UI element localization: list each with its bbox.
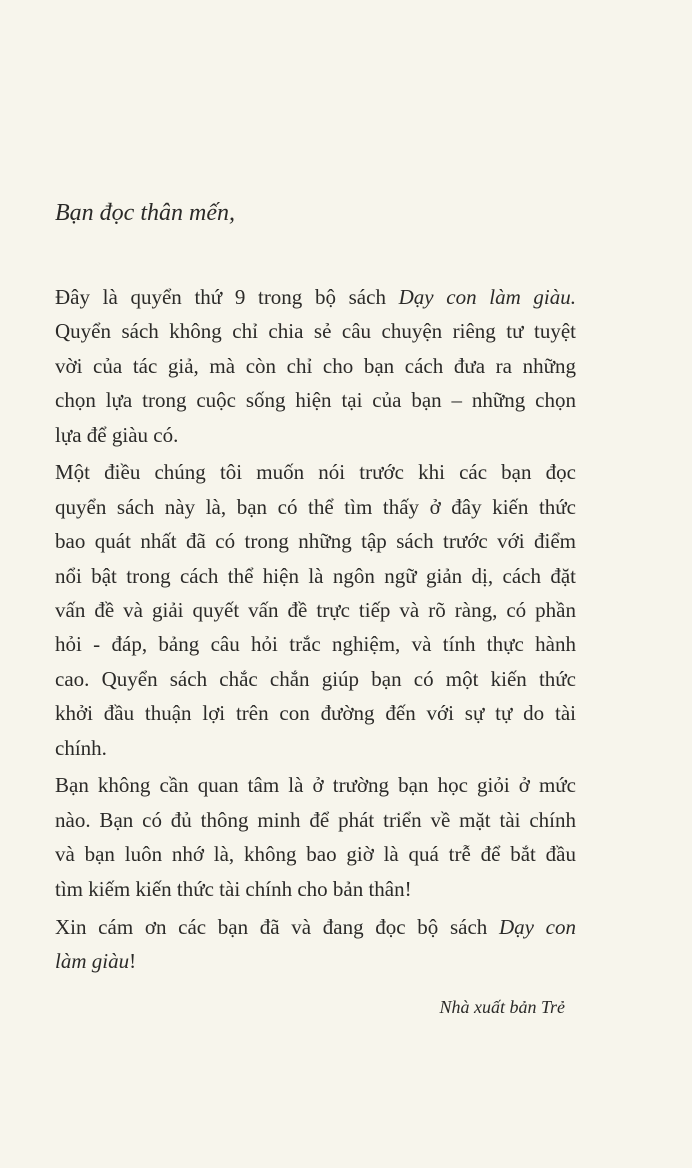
text-line: Bạn không cần quan tâm là ở trường bạn học giỏi ở mức: [55, 773, 576, 798]
paragraph-3: [55, 768, 576, 906]
text-line: vấn đề và giải quyết vấn đề trực tiếp và rõ ràng, có phần: [55, 598, 576, 623]
publisher-signature: Nhà xuất bản Trẻ: [439, 997, 565, 1017]
text-line: và bạn luôn nhớ là, không bao giờ là quá trễ để bắt đầu: [55, 842, 576, 867]
book-title: làm giàu: [55, 948, 130, 973]
greeting: Bạn đọc thân mến,: [55, 200, 235, 226]
text-line: quyển sách này là, bạn có thể tìm thấy ở đây kiến thức: [55, 494, 576, 519]
text-run: !: [129, 948, 137, 973]
text-line: [55, 944, 576, 978]
letter-body: [55, 280, 576, 982]
text-line: Quyển sách không chỉ chia sẻ câu chuyện riêng tư tuyệt: [55, 319, 576, 344]
text-line: nổi bật trong cách thể hiện là ngôn ngữ giản dị, cách đặt: [55, 563, 576, 588]
text-line: [55, 280, 576, 314]
paragraph-4: [55, 910, 576, 979]
text-line: nào. Bạn có đủ thông minh để phát triển về mặt tài chính: [55, 807, 576, 832]
text-line: Một điều chúng tôi muốn nói trước khi các bạn đọc: [55, 460, 576, 485]
text-line: hỏi - đáp, bảng câu hỏi trắc nghiệm, và tính thực hành: [55, 632, 576, 657]
text-run: Xin cám ơn các bạn đã và đang đọc bộ sách: [55, 914, 499, 939]
paragraph-1: [55, 280, 576, 452]
text-line: cao. Quyển sách chắc chắn giúp bạn có một kiến thức: [55, 666, 576, 691]
text-line: chọn lựa trong cuộc sống hiện tại của bạn – những chọn: [55, 388, 576, 413]
text-run: Đây là quyển thứ 9 trong bộ sách: [55, 285, 399, 309]
text-line: khởi đầu thuận lợi trên con đường đến với sự tự do tài: [55, 701, 576, 726]
text-line: tìm kiếm kiến thức tài chính cho bản thân!: [55, 876, 412, 901]
text-line: chính.: [55, 735, 107, 760]
text-line: bao quát nhất đã có trong những tập sách trước với điểm: [55, 529, 576, 554]
paragraph-2: [55, 455, 576, 765]
text-line: vời của tác giả, mà còn chỉ cho bạn cách đưa ra những: [55, 353, 576, 378]
book-title: Dạy con: [499, 914, 576, 939]
text-line: lựa để giàu có.: [55, 422, 179, 447]
book-title: Dạy con làm giàu.: [398, 285, 576, 309]
text-line: [55, 910, 576, 944]
